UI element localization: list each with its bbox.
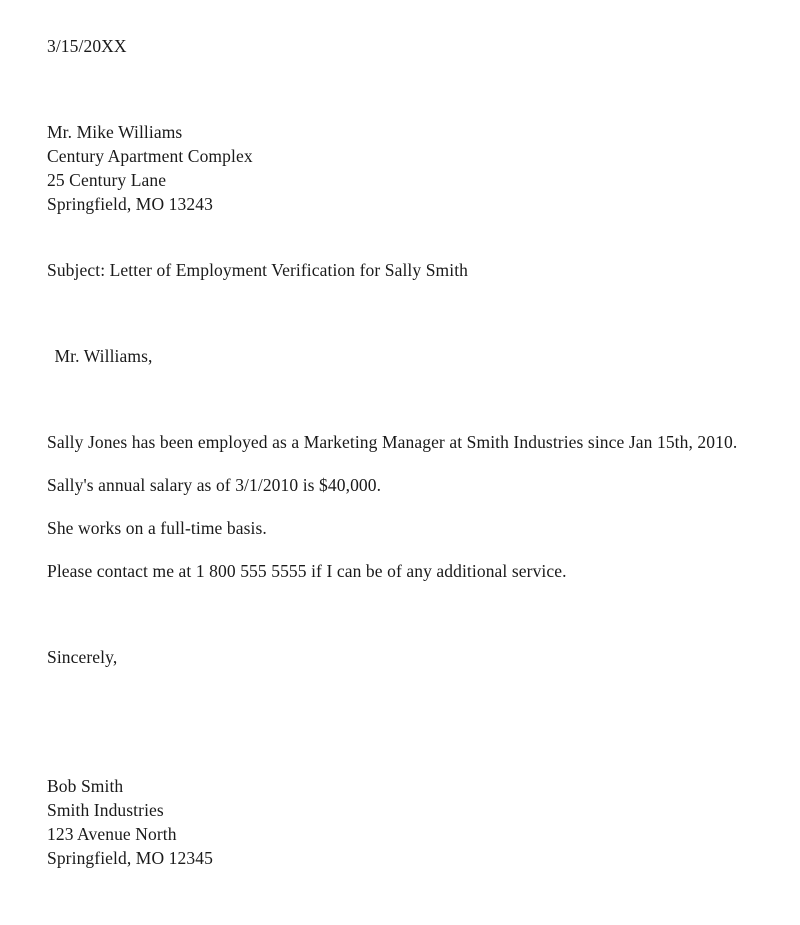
sender-name: Bob Smith — [47, 776, 124, 796]
closing: Sincerely, — [47, 647, 118, 667]
spacer-salutation-body — [47, 368, 760, 430]
body-paragraph: Sally's annual salary as of 3/1/2010 is $40,000. — [47, 475, 382, 495]
signature-space — [47, 669, 760, 774]
recipient-name: Mr. Mike Williams — [47, 122, 183, 142]
body-paragraph: She works on a full-time basis. — [47, 518, 267, 538]
sender-organization: Smith Industries — [47, 800, 164, 820]
salutation: Mr. Williams, — [50, 346, 153, 366]
spacer-date-address — [47, 58, 760, 120]
recipient-address-block — [47, 120, 760, 216]
subject-line: Subject: Letter of Employment Verification for Sally Smith — [47, 260, 469, 280]
letter-body — [47, 430, 760, 583]
spacer-address-subject — [47, 216, 760, 258]
letter-content — [47, 34, 760, 870]
body-paragraph: Please contact me at 1 800 555 5555 if I can be of any additional service. — [47, 561, 567, 581]
sender-signature-block — [47, 774, 760, 870]
spacer-subject-salutation — [47, 282, 760, 344]
body-paragraph: Sally Jones has been employed as a Marketing Manager at Smith Industries since Jan 15th, 2010. — [47, 432, 738, 452]
sender-city-state-zip: Springfield, MO 12345 — [47, 848, 213, 868]
spacer-body-closing — [47, 583, 760, 645]
recipient-organization: Century Apartment Complex — [47, 146, 253, 166]
sender-street: 123 Avenue North — [47, 824, 177, 844]
letter-date: 3/15/20XX — [47, 36, 127, 56]
recipient-street: 25 Century Lane — [47, 170, 167, 190]
recipient-city-state-zip: Springfield, MO 13243 — [47, 194, 213, 214]
